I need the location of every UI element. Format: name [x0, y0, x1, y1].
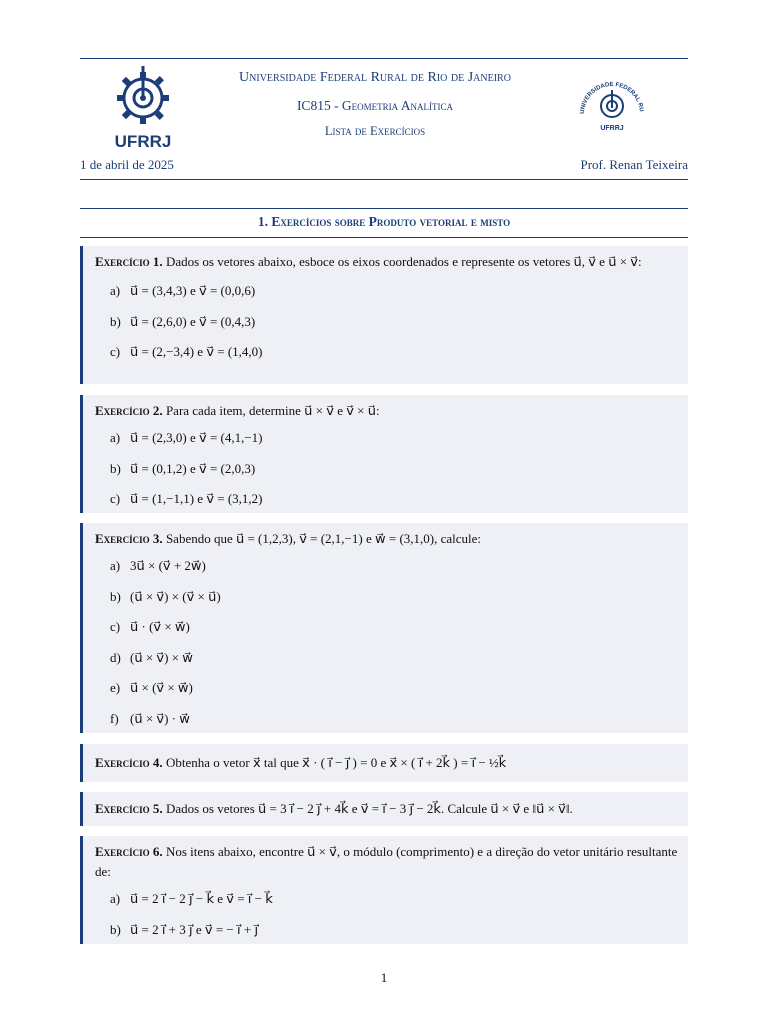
list-item [110, 488, 678, 519]
list-item [110, 888, 678, 919]
list-item [110, 555, 678, 586]
list-item [110, 677, 678, 708]
item-text: u⃗ = (2,−3,4) e v⃗ = (1,4,0) [130, 344, 263, 359]
section-title: 1. Exercícios sobre Produto vetorial e misto [80, 208, 688, 238]
item-letter: a) [110, 430, 121, 445]
exercise-box [80, 523, 688, 733]
list-item [110, 427, 678, 458]
item-text: u⃗ = (1,−1,1) e v⃗ = (3,1,2) [130, 491, 263, 506]
list-item [110, 647, 678, 678]
svg-text:UNIVERSIDADE FEDERAL RURAL DO [574, 70, 644, 114]
exercise-box [80, 836, 688, 944]
item-letter: a) [110, 891, 121, 906]
item-text: (u⃗ × v⃗) × (v⃗ × u⃗) [130, 588, 221, 604]
list-item [110, 341, 678, 372]
exercise-text: Para cada item, determine u⃗ × v⃗ e v⃗ × u⃗: [165, 403, 380, 418]
item-letter: c) [110, 619, 121, 634]
header-rule [80, 179, 688, 180]
top-rule [80, 58, 688, 59]
item-letter: a) [110, 558, 121, 573]
exercise-text: Obtenha o vetor x⃗ tal que x⃗ · ( i⃗ − j⃗ ) = 0 e x⃗ × ( i⃗ + 2k⃗ ) = i⃗ − ½k⃗ [165, 755, 507, 770]
exercise-label: Exercício 1. [95, 254, 163, 269]
list-item [110, 458, 678, 489]
item-list [110, 280, 678, 372]
list-item [110, 311, 678, 342]
item-text: u⃗ = (0,1,2) e v⃗ = (2,0,3) [130, 460, 256, 476]
gear-logo-icon [110, 66, 176, 126]
item-text: u⃗ = 2 i⃗ − 2 j⃗ − k⃗ e v⃗ = i⃗ − k⃗ [130, 891, 273, 906]
exercise-label: Exercício 3. [95, 531, 163, 546]
item-text: (u⃗ × v⃗) · w⃗ [130, 710, 190, 726]
item-text: u⃗ · (v⃗ × w⃗) [130, 619, 190, 634]
university-name: Universidade Federal Rural de Rio de Janeiro [239, 70, 511, 85]
item-text: u⃗ = (2,6,0) e v⃗ = (0,4,3) [130, 313, 256, 329]
exercise-label: Exercício 2. [95, 403, 163, 418]
date: 1 de abril de 2025 [80, 157, 174, 172]
item-text: u⃗ = (3,4,3) e v⃗ = (0,0,6) [130, 283, 256, 298]
exercise-box [80, 246, 688, 384]
page-number: 1 [380, 970, 388, 985]
item-text: u⃗ = 2 i⃗ + 3 j⃗ e v⃗ = − i⃗ + j⃗ [130, 921, 259, 937]
seal-icon [574, 70, 650, 146]
logo-text: UFRRJ [114, 132, 172, 151]
list-item [110, 616, 678, 647]
list-item [110, 708, 678, 739]
ufrrj-logo [110, 66, 176, 151]
item-letter: a) [110, 283, 121, 298]
item-list [110, 888, 678, 949]
seal-inner-text: UFRRJ [600, 125, 624, 132]
exercise-label: Exercício 6. [95, 844, 163, 859]
item-letter: e) [110, 680, 121, 695]
item-letter: b) [110, 588, 121, 604]
item-letter: c) [110, 344, 121, 359]
item-letter: b) [110, 921, 121, 937]
professor: Prof. Renan Teixeira [580, 157, 688, 172]
item-letter: c) [110, 491, 121, 506]
university-seal [574, 70, 650, 146]
exercise-label: Exercício 5. [95, 801, 163, 816]
exercise-text: Sabendo que u⃗ = (1,2,3), v⃗ = (2,1,−1) e w⃗ = (3,1,0), calcule: [165, 531, 482, 546]
exercise-text: Dados os vetores abaixo, esboce os eixos coordenados e represente os vetores u⃗, v⃗ e u⃗ × v⃗: [165, 254, 642, 269]
seal-ring-text: UNIVERSIDADE FEDERAL RU [579, 81, 644, 115]
list-item [110, 586, 678, 617]
item-letter: d) [110, 649, 121, 665]
item-letter: f) [110, 710, 119, 726]
item-letter: b) [110, 460, 121, 476]
list-item [110, 919, 678, 950]
item-text: 3u⃗ × (v⃗ + 2w⃗) [130, 558, 206, 573]
exercise-text: Dados os vetores u⃗ = 3 i⃗ − 2 j⃗ + 4k⃗ e v⃗ = i⃗ − 3 j⃗ − 2k⃗. Calcule u⃗ × v⃗ e ‖u⃗ × v⃗‖. [165, 801, 573, 816]
item-list [110, 555, 678, 738]
exercise-box [80, 744, 688, 782]
exercise-box [80, 395, 688, 513]
item-text: (u⃗ × v⃗) × w⃗ [130, 649, 193, 665]
exercise-box [80, 792, 688, 826]
exercise-label: Exercício 4. [95, 755, 163, 770]
list-item [110, 280, 678, 311]
item-text: u⃗ × (v⃗ × w⃗) [130, 680, 193, 695]
course-name: IC815 - Geometria Analítica [296, 98, 454, 113]
list-title: Lista de Exercícios [324, 124, 426, 138]
item-text: u⃗ = (2,3,0) e v⃗ = (4,1,−1) [130, 430, 263, 445]
item-letter: b) [110, 313, 121, 329]
exercise-text: Nos itens abaixo, encontre u⃗ × v⃗, o módulo (comprimento) e a direção do vetor unitário resultante de: [95, 844, 678, 879]
item-list [110, 427, 678, 519]
